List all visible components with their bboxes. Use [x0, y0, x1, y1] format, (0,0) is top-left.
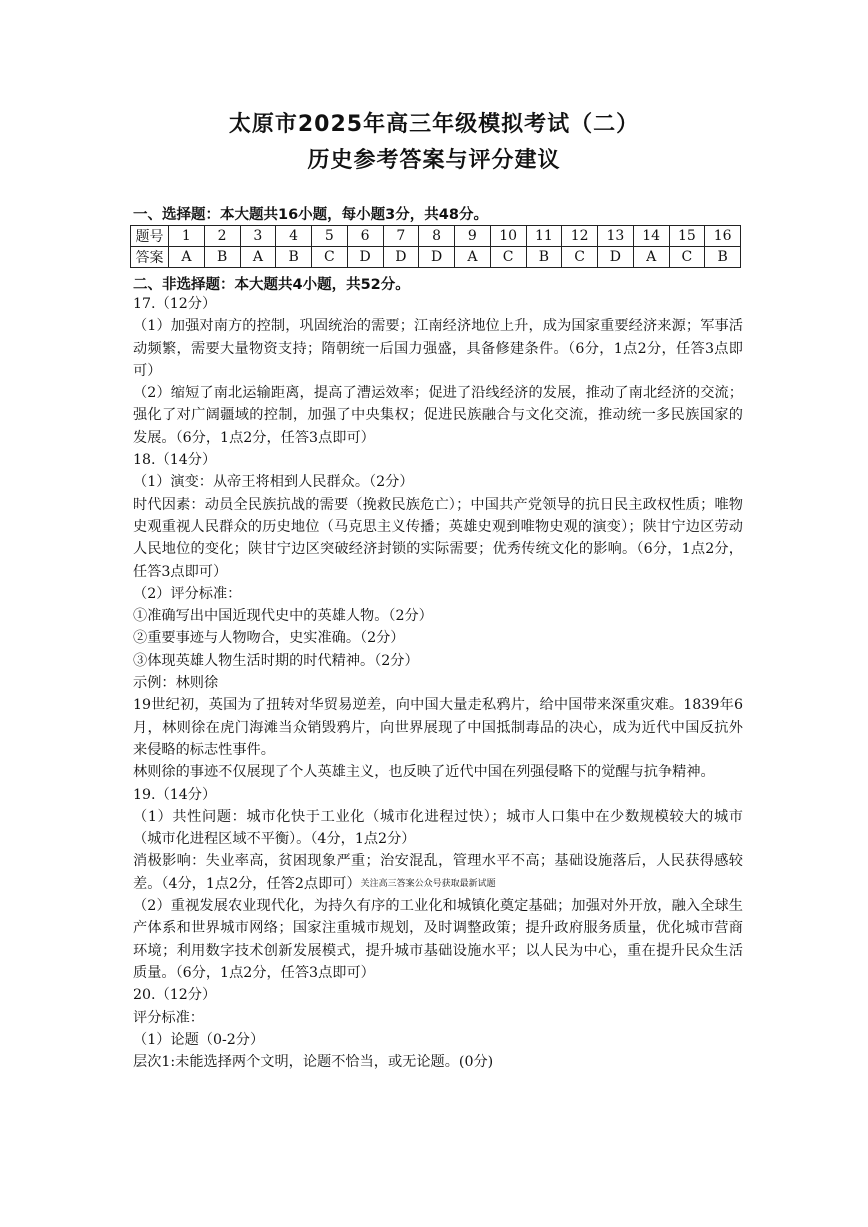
question-number-cell: 6 [347, 226, 383, 247]
answer-line: 时代因素：动员全民族抗战的需要（挽救民族危亡）；中国共产党领导的抗日民主政权性质；唯物史观重视人民群众的历史地位（马克思主义传播；英雄史观到唯物史观的演变）；陕甘宁边区劳动人民地位的变化；陕甘宁边区突破经济封锁的实际需要；优秀传统文化的影响。（6分，1点2分，任答3点即可） [133, 496, 743, 580]
answer-line: 19世纪初，英国为了扭转对华贸易逆差，向中国大量走私鸦片，给中国带来深重灾难。1839年6月，林则徐在虎门海滩当众销毁鸦片，向世界展现了中国抵制毒品的决心，成为近代中国反抗外来侵略的标志性事件。 [133, 697, 743, 758]
answer-cell: D [419, 247, 455, 268]
answer-body [133, 293, 743, 1073]
table-header-cell: 题号 [131, 226, 169, 247]
question-number-cell: 2 [204, 226, 240, 247]
answer-cell: C [312, 247, 348, 268]
question-number-cell: 8 [419, 226, 455, 247]
section-heading-choice: 一、选择题：本大题共16小题，每小题3分，共48分。 [133, 207, 488, 223]
question-number-cell: 5 [312, 226, 348, 247]
question-number-cell: 13 [598, 226, 634, 247]
answer-line: 17.（12分） [133, 296, 217, 312]
answer-cell: B [276, 247, 312, 268]
answer-line: ③体现英雄人物生活时期的时代精神。（2分） [133, 652, 419, 669]
question-number-cell: 9 [455, 226, 491, 247]
answer-line: 示例：林则徐 [133, 675, 219, 692]
answer-line: 19.（14分） [133, 786, 217, 803]
answer-line: 20.（12分） [133, 987, 217, 1004]
answer-cell: B [204, 247, 240, 268]
answer-cell: C [562, 247, 598, 268]
answer-line: （2）评分标准： [133, 585, 242, 602]
answer-line: ①准确写出中国近现代史中的英雄人物。（2分） [133, 608, 433, 625]
question-number-cell: 1 [169, 226, 205, 247]
answer-cell: A [240, 247, 276, 268]
answer-line: 18.（14分） [133, 452, 217, 469]
section-heading-nonchoice: 二、非选择题：本大题共4小题，共52分。 [133, 277, 410, 293]
answer-line: （1）论题（0-2分） [133, 1031, 265, 1048]
page-subtitle: 历史参考答案与评分建议 [307, 148, 561, 173]
answer-line: 消极影响：失业率高，贫困现象严重；治安混乱，管理水平不高；基础设施落后，人民获得感较差。（4分，1点2分，任答2点即可）关注高三答案公众号获取最新试题 [133, 853, 743, 892]
answer-line: （2）重视发展农业现代化，为持久有序的工业化和城镇化奠定基础；加强对外开放，融入全球生产体系和世界城市网络；国家注重城市规划，及时调整政策；提升政府服务质量，优化城市营商环境；利用数字技术创新发展模式，提升城市基础设施水平；以人民为中心，重在提升民众生活质量。（6分，1点2分，任答3点即可） [133, 898, 743, 981]
answer-line: （1）加强对南方的控制，巩固统治的需要；江南经济地位上升，成为国家重要经济来源；军事活动频繁，需要大量物资支持；隋朝统一后国力强盛，具备修建条件。（6分，1点2分，任答3点即可） [133, 318, 743, 379]
question-number-cell: 12 [562, 226, 598, 247]
answer-cell: B [526, 247, 562, 268]
question-number-cell: 4 [276, 226, 312, 247]
answer-line: 评分标准： [133, 1009, 204, 1026]
answer-cell: C [669, 247, 705, 268]
answer-line: （1）演变：从帝王将相到人民群众。（2分） [133, 474, 414, 491]
answer-cell: D [347, 247, 383, 268]
answer-cell: D [383, 247, 419, 268]
table-header-cell: 答案 [131, 247, 169, 268]
question-number-cell: 7 [383, 226, 419, 247]
question-number-cell: 15 [669, 226, 705, 247]
answer-table [130, 225, 741, 268]
question-number-cell: 3 [240, 226, 276, 247]
question-number-cell: 14 [633, 226, 669, 247]
answer-cell: A [169, 247, 205, 268]
answer-line: ②重要事迹与人物吻合，史实准确。（2分） [133, 630, 405, 647]
page-title: 太原市2025年高三年级模拟考试（二） [228, 112, 640, 137]
question-number-cell: 11 [526, 226, 562, 247]
answer-line: （2）缩短了南北运输距离，提高了漕运效率；促进了沿线经济的发展，推动了南北经济的交流；强化了对广阔疆域的控制，加强了中央集权；促进民族融合与文化交流，推动统一多民族国家的发展。（6分，1点2分，任答3点即可） [133, 385, 743, 446]
table-row-numbers [131, 226, 741, 247]
answer-cell: B [705, 247, 741, 268]
table-row-answers [131, 247, 741, 268]
answer-cell: A [455, 247, 491, 268]
answer-cell: D [598, 247, 634, 268]
answer-line: 层次1:未能选择两个文明，论题不恰当，或无论题。(0分) [133, 1054, 494, 1071]
question-number-cell: 10 [490, 226, 526, 247]
answer-cell: C [490, 247, 526, 268]
answer-line: 林则徐的事迹不仅展现了个人英雄主义，也反映了近代中国在列强侵略下的觉醒与抗争精神。 [133, 764, 715, 781]
question-number-cell: 16 [705, 226, 741, 247]
answer-line: （1）共性问题：城市化快于工业化（城市化进程过快）；城市人口集中在少数规模较大的城市（城市化进程区域不平衡）。（4分，1点2分） [133, 808, 743, 848]
watermark-note: 关注高三答案公众号获取最新试题 [360, 878, 496, 889]
answer-cell: A [633, 247, 669, 268]
